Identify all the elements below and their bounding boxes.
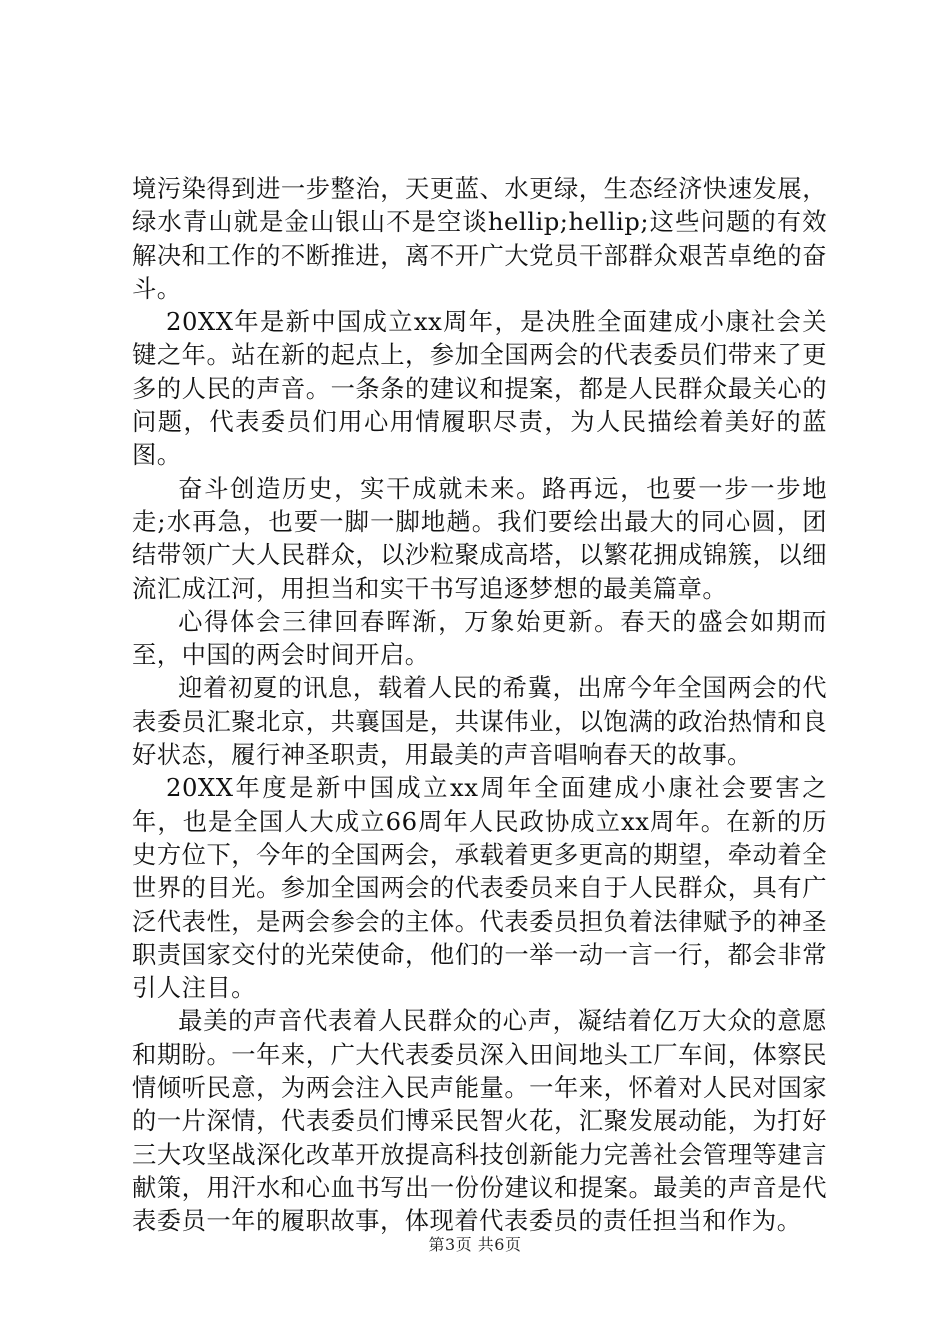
page-footer: 第3页 共6页	[428, 1235, 522, 1254]
paragraph-continuation: 境污染得到进一步整治，天更蓝、水更绿，生态经济快速发展，绿水青山就是金山银山不是空谈hellip;hellip;这些问题的有效解决和工作的不断推进，离不开广大党员干部群众艰苦卓绝的奋斗。	[132, 174, 827, 303]
paragraph: 最美的声音代表着人民群众的心声，凝结着亿万大众的意愿和期盼。一年来，广大代表委员深入田间地头工厂车间，体察民情倾听民意，为两会注入民声能量。一年来，怀着对人民对国家的一片深情，代表委员们博采民智火花，汇聚发展动能，为打好三大攻坚战深化改革开放提高科技创新能力完善社会管理等建言献策，用汗水和心血书写出一份份建议和提案。最美的声音是代表委员一年的履职故事，体现着代表委员的责任担当和作为。	[132, 1006, 827, 1236]
paragraph: 心得体会三律回春晖渐，万象始更新。春天的盛会如期而至，中国的两会时间开启。	[132, 606, 827, 670]
paragraph: 奋斗创造历史，实干成就未来。路再远，也要一步一步地走;水再急，也要一脚一脚地趟。我们要绘出最大的同心圆，团结带领广大人民群众，以沙粒聚成高塔，以繁花拥成锦簇，以细流汇成江河，用担当和实干书写追逐梦想的最美篇章。	[132, 473, 827, 603]
paragraph: 20XX年是新中国成立xx周年，是决胜全面建成小康社会关键之年。站在新的起点上，参加全国两会的代表委员们带来了更多的人民的声音。一条条的建议和提案，都是人民群众最关心的问题，代表委员们用心用情履职尽责，为人民描绘着美好的蓝图。	[132, 307, 827, 470]
document-body	[132, 172, 827, 1238]
paragraph: 迎着初夏的讯息，载着人民的希冀，出席今年全国两会的代表委员汇聚北京，共襄国是，共谋伟业，以饱满的政治热情和良好状态，履行神圣职责，用最美的声音唱响春天的故事。	[132, 673, 827, 770]
paragraph: 20XX年度是新中国成立xx周年全面建成小康社会要害之年，也是全国人大成立66周年人民政协成立xx周年。在新的历史方位下，今年的全国两会，承载着更多更高的期望，牵动着全世界的目光。参加全国两会的代表委员来自于人民群众，具有广泛代表性，是两会参会的主体。代表委员担负着法律赋予的神圣职责国家交付的光荣使命，他们的一举一动一言一行，都会非常引人注目。	[132, 773, 827, 1003]
